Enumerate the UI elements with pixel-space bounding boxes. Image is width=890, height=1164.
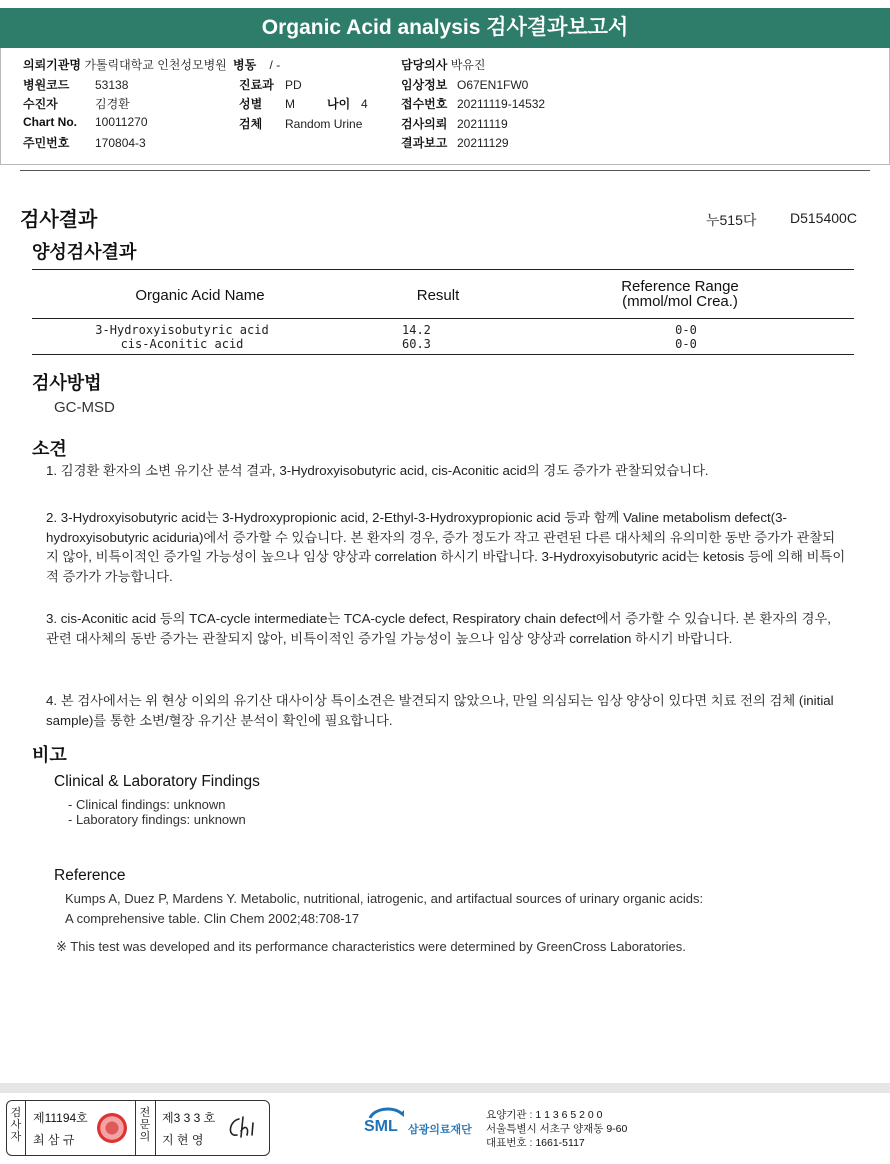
specialist-name: 지 현 영 (162, 1133, 204, 1147)
doctor-field: 담당의사 박유진 (401, 58, 486, 72)
reference-line-1: Kumps A, Duez P, Mardens Y. Metabolic, nutritional, iatrogenic, and artifactual sources of urinary organic acids: (65, 891, 704, 906)
report-title: Organic Acid analysis 검사결과보고서 (0, 8, 890, 48)
org-name: 삼광의료재단 (408, 1124, 472, 1136)
resident-no-field: 주민번호 170804-3 (23, 136, 146, 150)
org-info (486, 1108, 627, 1150)
positive-results-heading: 양성검사결과 (32, 242, 137, 262)
signature-icon (225, 1113, 265, 1143)
clinical-line-1: - Clinical findings: unknown (68, 797, 226, 812)
sml-logo (364, 1106, 472, 1145)
chart-no-field: Chart No. 10011270 (23, 115, 148, 129)
receipt-no-field: 접수번호 20211119-14532 (401, 97, 546, 111)
specialist-label: 전 문 의 (139, 1107, 151, 1143)
dept-field: 진료과 PD (239, 78, 302, 92)
sig-divider (155, 1101, 156, 1155)
seal-stamp-icon (97, 1113, 127, 1143)
org-address: 서울특별시 서초구 양재동 9-60 (486, 1123, 628, 1135)
method-heading: 검사방법 (32, 373, 102, 393)
code-2: D515400C (790, 210, 857, 226)
footer-divider (0, 1083, 890, 1093)
table-top-rule (32, 269, 854, 270)
row-name: 3-Hydroxyisobutyric acid (95, 323, 269, 337)
finding-4: 4. 본 검사에서는 위 현상 이외의 유기산 대사이상 특이소견은 발견되지 않았으나, 만일 의심되는 임상 양상이 있다면 치료 전의 검체 (initial sample)를 통한 소변/혈장 유기산 분석이 확인에 필요합니다. (46, 693, 834, 728)
inspector-label: 검 사 자 (10, 1107, 22, 1143)
institution-field: 의뢰기관명 가톨릭대학교 인천성모병원 (23, 58, 227, 72)
col-header-reference-line2: (mmol/mol Crea.) (622, 293, 738, 310)
inspector-license: 제11194호 (33, 1111, 88, 1125)
org-phone: 대표번호 : 1661-5117 (486, 1137, 585, 1149)
reference-line-2: A comprehensive table. Clin Chem 2002;48:708-17 (65, 911, 360, 926)
remarks-heading: 비고 (32, 745, 67, 765)
row-result: 14.2 (402, 323, 431, 337)
test-request-field: 검사의뢰 20211119 (401, 117, 508, 131)
row-ref: 0-0 (675, 323, 697, 337)
specialist-license: 제3 3 3 호 (162, 1111, 216, 1125)
patient-info-box (0, 48, 890, 165)
clinical-heading: Clinical & Laboratory Findings (54, 773, 260, 790)
col-header-result: Result (416, 287, 460, 304)
row-result: 60.3 (402, 337, 431, 351)
specimen-field: 검체 Random Urine (239, 117, 363, 131)
hospital-code-field: 병원코드 53138 (23, 78, 129, 92)
signature-box (6, 1100, 270, 1156)
finding-3: 3. cis-Aconitic acid 등의 TCA-cycle intermediate는 TCA-cycle defect, Respiratory chain defect에서 증가할 수 있습니다. 본 환자의 경우, 관련 대사체의 동반 증가는 관찰되지 않아, 비특이적인 증가일 가능성이 높으나 임상 양상과 correlation 하시기 바랍니다. (46, 611, 831, 646)
table-header-rule (32, 318, 854, 319)
table-bottom-rule (32, 354, 854, 355)
sig-divider (25, 1101, 26, 1155)
col-header-reference-line1: Reference Range (621, 278, 739, 295)
logo-text: SML (364, 1118, 398, 1135)
ward-field: 병동 / - (233, 58, 281, 72)
org-code: 요양기관 : 1 1 3 6 5 2 0 0 (486, 1109, 603, 1121)
row-ref: 0-0 (675, 337, 697, 351)
finding-2: 2. 3-Hydroxyisobutyric acid는 3-Hydroxypropionic acid, 2-Ethyl-3-Hydroxypropionic acid 등과 함께 Valine metabolism defect(3-hydroxyisobutyric aciduria)에서 증가할 수 있습니다. 본 환자의 경우, 증가 정도가 작고 관련된 다른 대사체의 유의미한 동반 증가가 관찰되지 않아, 비특이적인 증가일 가능성이 높으나 임상 양상과 correlation 하시기 바랍니다. 3-Hydroxyisobutyric acid는 ketosis 등에 의해 비특이적 증가가 가능합니다. (46, 510, 846, 584)
clinical-info-field: 임상정보 O67EN1FW0 (401, 78, 529, 92)
patient-field: 수진자 김경환 (23, 97, 130, 111)
finding-1: 1. 김경환 환자의 소변 유기산 분석 결과, 3-Hydroxyisobutyric acid, cis-Aconitic acid의 경도 증가가 관찰되었습니다. (46, 463, 709, 478)
inspector-name: 최 삼 규 (33, 1133, 75, 1147)
sex-field: 성별 M (239, 97, 295, 111)
divider (20, 170, 870, 171)
col-header-reference (590, 279, 770, 309)
results-heading: 검사결과 (20, 209, 98, 231)
age-field: 나이 4 (327, 97, 368, 111)
findings-heading: 소견 (32, 439, 67, 459)
sig-divider (135, 1101, 136, 1155)
row-name: cis-Aconitic acid (120, 337, 244, 351)
reference-heading: Reference (54, 867, 126, 884)
clinical-line-2: - Laboratory findings: unknown (68, 812, 246, 827)
disclaimer: ※ This test was developed and its performance characteristics were determined by GreenCross Laboratories. (56, 939, 686, 954)
col-header-name: Organic Acid Name (135, 287, 265, 304)
result-report-field: 결과보고 20211129 (401, 136, 509, 150)
code-1: 누515다 (706, 212, 757, 228)
method-value: GC-MSD (54, 399, 115, 416)
